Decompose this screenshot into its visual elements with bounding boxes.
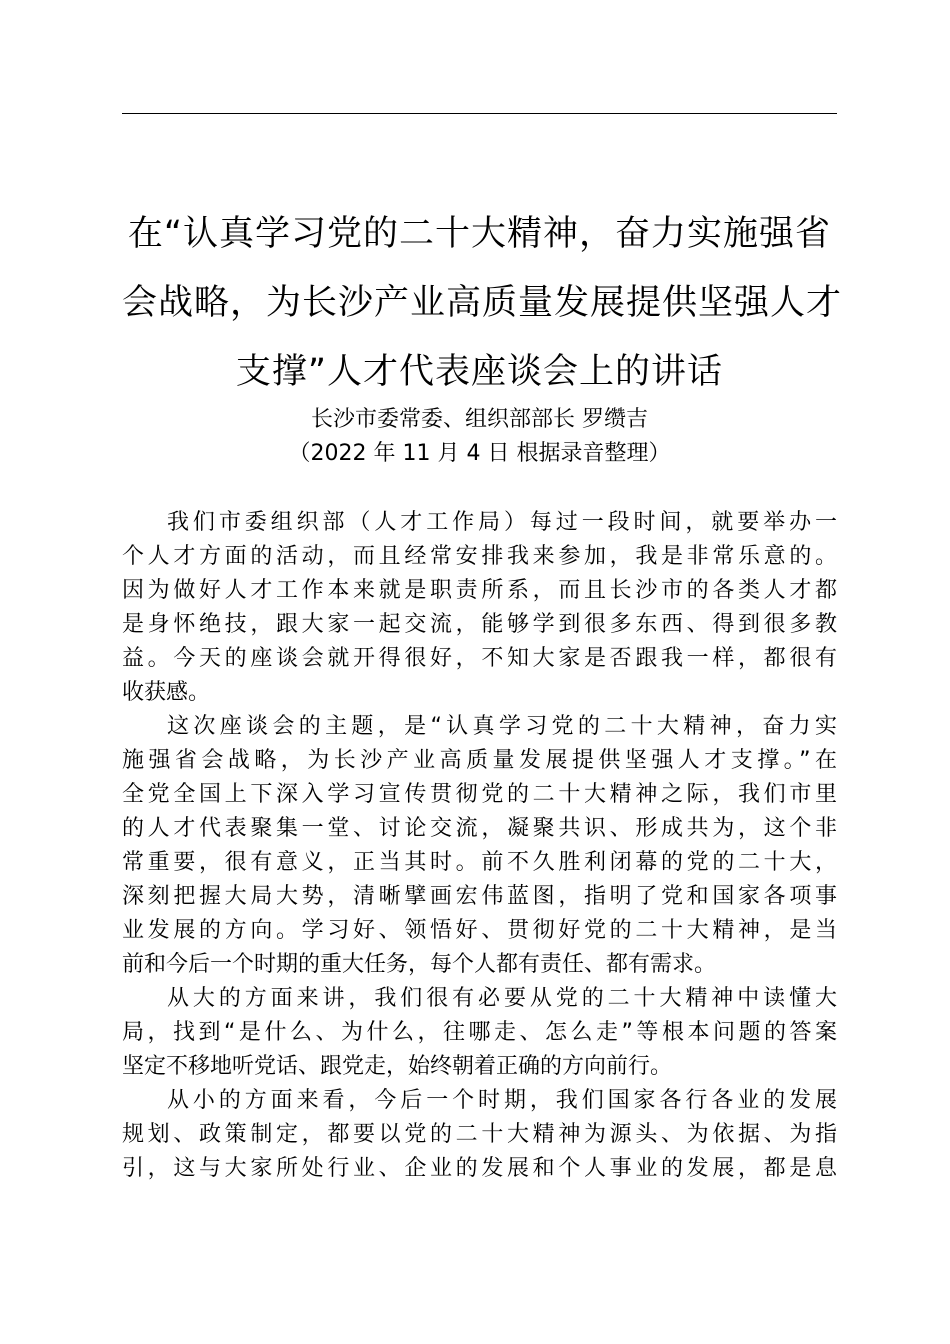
paragraph: [122, 506, 837, 710]
paragraph-line: 规划、政策制定，都要以党的二十大精神为源头、为依据、为指: [122, 1122, 837, 1147]
paragraph: [122, 710, 837, 982]
paragraph-line: 常重要，很有意义，正当其时。前不久胜利闭幕的党的二十大，: [122, 850, 837, 875]
paragraph: [122, 1084, 837, 1186]
title-line: 在“认真学习党的二十大精神，奋力实施强省: [127, 214, 832, 254]
paragraph-line: 因为做好人才工作本来就是职责所系，而且长沙市的各类人才都: [122, 578, 837, 603]
paragraph-line: 坚定不移地听党话、跟党走，始终朝着正确的方向前行。: [122, 1054, 673, 1079]
paragraph-line: 引，这与大家所处行业、企业的发展和个人事业的发展，都是息: [122, 1156, 837, 1181]
paragraph-line: 这次座谈会的主题，是“认真学习党的二十大精神，奋力实: [167, 714, 837, 739]
document-body: [122, 506, 837, 1186]
paragraph-line: 前和今后一个时期的重大任务，每个人都有责任、都有需求。: [122, 952, 717, 977]
paragraph-line: 个人才方面的活动，而且经常安排我来参加，我是非常乐意的。: [122, 544, 837, 569]
paragraph: [122, 982, 837, 1084]
header-rule: [122, 113, 837, 114]
paragraph-line: 从小的方面来看，今后一个时期，我们国家各行各业的发展: [167, 1088, 837, 1113]
paragraph-line: 我们市委组织部（人才工作局）每过一段时间，就要举办一: [167, 510, 837, 535]
paragraph-line: 是身怀绝技，跟大家一起交流，能够学到很多东西、得到很多教: [122, 612, 837, 637]
document-title: [122, 200, 843, 407]
byline-author: 长沙市委常委、组织部部长 罗缵吉: [311, 407, 648, 432]
title-line: 会战略，为长沙产业高质量发展提供坚强人才: [122, 283, 843, 323]
paragraph-line: 收获感。: [122, 680, 211, 705]
paragraph-line: 深刻把握大局大势，清晰擘画宏伟蓝图，指明了党和国家各项事: [122, 884, 837, 909]
byline: [122, 403, 837, 471]
byline-note: （2022 年 11 月 4 日 根据录音整理）: [288, 441, 671, 466]
paragraph-line: 益。今天的座谈会就开得很好，不知大家是否跟我一样，都很有: [122, 646, 837, 671]
paragraph-line: 从大的方面来讲，我们很有必要从党的二十大精神中读懂大: [167, 986, 837, 1011]
paragraph-line: 局，找到“是什么、为什么，往哪走、怎么走”等根本问题的答案: [122, 1020, 837, 1045]
title-line: 支撑”人才代表座谈会上的讲话: [235, 352, 724, 392]
paragraph-line: 业发展的方向。学习好、领悟好、贯彻好党的二十大精神，是当: [122, 918, 837, 943]
paragraph-line: 全党全国上下深入学习宣传贯彻党的二十大精神之际，我们市里: [122, 782, 837, 807]
paragraph-line: 施强省会战略，为长沙产业高质量发展提供坚强人才支撑。”在: [122, 748, 837, 773]
paragraph-line: 的人才代表聚集一堂、讨论交流，凝聚共识、形成共为，这个非: [122, 816, 837, 841]
